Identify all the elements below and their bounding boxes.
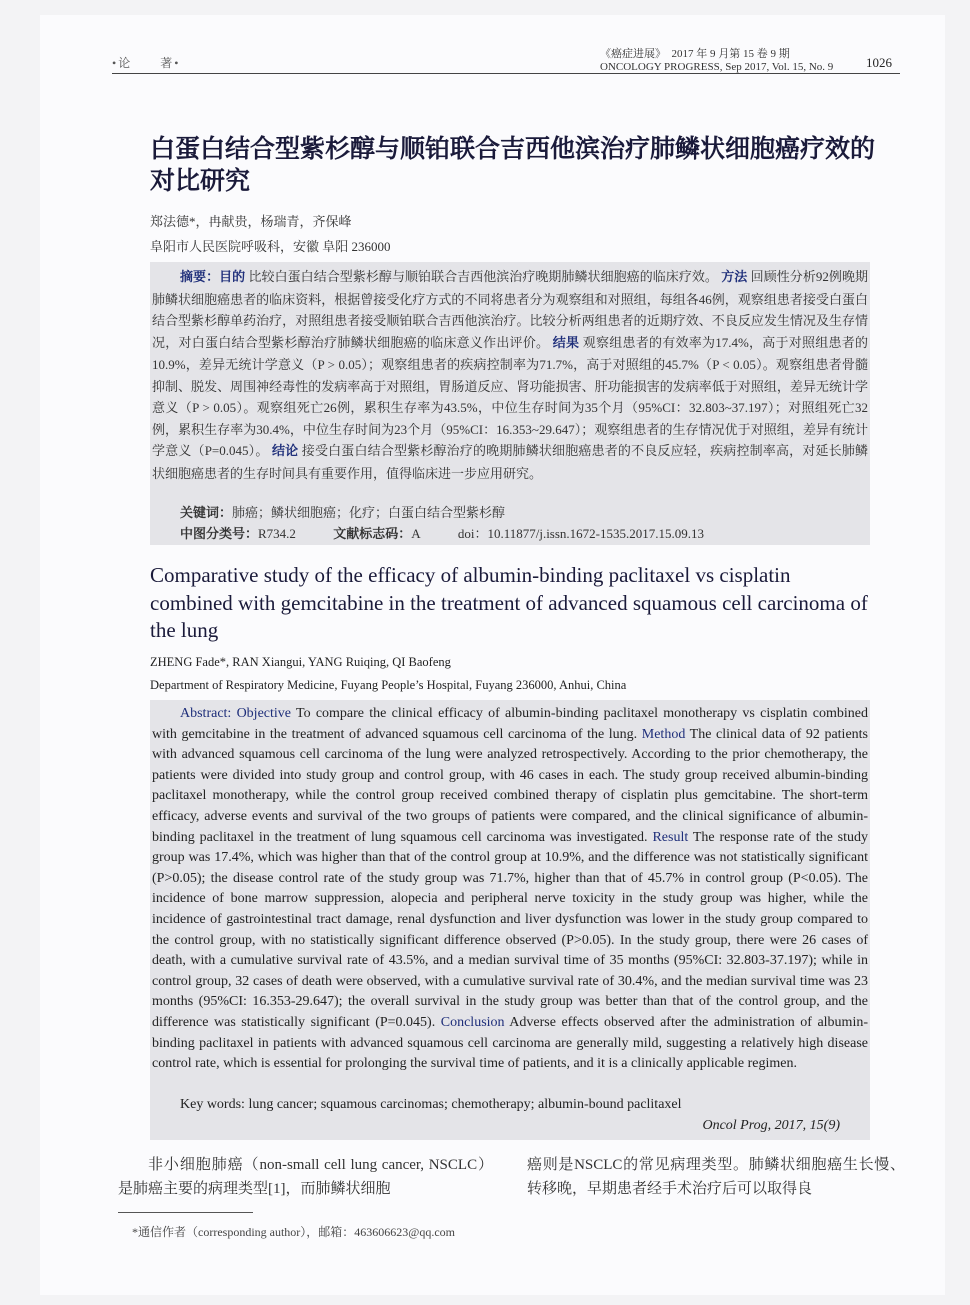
cn-label-method: 方法: [721, 270, 748, 285]
cn-objective: 比较白蛋白结合型紫杉醇与顺铂联合吉西他滨治疗晚期肺鳞状细胞癌的临床疗效。: [248, 269, 718, 284]
journal-en: ONCOLOGY PROGRESS, Sep 2017, Vol. 15, No. 9: [600, 61, 834, 73]
doc-value: A: [411, 526, 421, 541]
body-column-right: 癌则是NSCLC的常见病理类型。肺鳞状细胞癌生长慢、转移晚，早期患者经手术治疗后可以取得良: [527, 1157, 905, 1197]
en-label-conclusion: Conclusion: [440, 1014, 505, 1030]
en-objective: To compare the clinical efficacy of albumin-binding paclitaxel monotherapy vs cisplatin combined with gemcitabine in the treatment of advanced squamous cell carcinoma of the lung.: [152, 706, 868, 742]
section-label: •论 著•: [112, 56, 181, 70]
en-conclusion: Adverse effects observed after the administration of albumin-binding paclitaxel in patients with advanced squamous cell carcinoma are generally mild, suggesting a relatively high disease control rate, which is essential for prolonging the survival time of patients, and it is a clinically applicable regimen.: [152, 1014, 868, 1072]
cn-conclusion: 接受白蛋白结合型紫杉醇治疗的晚期肺鳞状细胞癌患者的不良反应轻，疾病控制率高，对延长肺鳞状细胞癌患者的生存时间具有重要作用，值得临床进一步应用研究。: [152, 443, 869, 481]
body-column-left: 非小细胞肺癌（non-small cell lung cancer, NSCLC）是肺癌主要的病理类型[1]，而肺鳞状细胞: [118, 1157, 493, 1197]
cn-label-result: 结果: [552, 335, 580, 351]
class-value: R734.2: [258, 526, 296, 541]
cn-authors: 郑法德*，冉献贵，杨瑞青，齐保峰: [150, 214, 352, 229]
en-keywords-label: Key words:: [180, 1097, 245, 1112]
cn-abstract: [152, 266, 868, 484]
en-authors: ZHENG Fade*, RAN Xiangui, YANG Ruiqing, QI Baofeng: [150, 655, 451, 669]
page-number: 1026: [866, 55, 892, 70]
en-title: Comparative study of the efficacy of albumin-binding paclitaxel vs cisplatin combined with gemcitabine in the treatment of advanced squamous cell carcinoma of the lung: [150, 563, 868, 642]
en-keywords-text: lung cancer; squamous carcinomas; chemotherapy; albumin-bound paclitaxel: [248, 1097, 682, 1112]
en-affiliation: Department of Respiratory Medicine, Fuyang People’s Hospital, Fuyang 236000, Anhui, China: [150, 678, 627, 692]
citation: Oncol Prog, 2017, 15(9): [702, 1118, 840, 1133]
cn-classification: [180, 523, 738, 542]
en-label-method: Method: [641, 726, 686, 742]
cn-title: 白蛋白结合型紫杉醇与顺铂联合吉西他滨治疗肺鳞状细胞癌疗效的对比研究: [150, 134, 876, 195]
cn-keywords: [180, 502, 505, 521]
class-label: 中图分类号：: [180, 526, 259, 541]
cn-result: 观察组患者的有效率为17.4%，高于对照组患者的10.9%，差异无统计学意义（P > 0.05）；观察组患者的疾病控制率为71.7%，高于对照组的45.7%（P < 0.05）。观察组患者骨髓抑制、脱发、周围神经毒性的发病率高于对照组，胃肠道反应、肾功能损害、肝功能损害的发病率低于对照组，差异无统计学意义（P > 0.05）。观察组死亡26例，累积生存率为43.5%，中位生存时间为35个月（95%CI：32.803~37.197）；对照组死亡32例，累积生存率为30.4%，中位生存时间为23个月（95%CI：16.353~29.647）；观察组患者的生存情况优于对照组，差异有统计学意义（P=0.045）。: [152, 334, 868, 458]
cn-label-objective: 摘要：目的: [180, 270, 246, 285]
en-abstract: [152, 704, 868, 1075]
cn-keywords-text: 肺癌；鳞状细胞癌；化疗；白蛋白结合型紫杉醇: [232, 505, 506, 520]
en-method: The clinical data of 92 patients with advanced squamous cell carcinoma of the lung were analyzed retrospectively. According to the prior chemotherapy, the patients were divided into study group and control group, with 46 cases in each. The study group received albumin-binding paclitaxel monotherapy, while the control group received combined therapy of cisplatin plus gemcitabine. The short-term efficacy, adverse events and survival of the two groups of patients were compared, and the clinical significance of albumin-binding paclitaxel in the treatment of lung squamous cell carcinoma was investigated.: [152, 726, 869, 845]
footnote-rule: [118, 1212, 253, 1213]
en-label-result: Result: [652, 829, 689, 845]
footnote: *通信作者（corresponding author），邮箱：463606623@qq.com: [132, 1225, 456, 1239]
doi: doi：10.11877/j.issn.1672-1535.2017.15.09.13: [457, 526, 705, 541]
en-label-objective: Abstract: Objective: [180, 706, 291, 721]
en-result: The response rate of the study group was 17.4%, which was higher than that of the control group at 10.9%, and the difference was not statistically significant (P>0.05); the disease control rate of the study group was 71.7%, higher than that of 45.7% in control group (P<0.05). The incidence of bone marrow suppression, alopecia and peripheral nerve toxicity in the study group was higher, while the incidence of gastrointestinal tract damage, renal dysfunction and liver dysfunction was lower in the study group compared to the control group, with no statistically significant difference observed (P>0.05). In the study group, there were 26 cases of death, with a cumulative survival rate of 43.5%, and a median survival time of 35 months (95%CI: 32.803-37.197); while in control group, 32 cases of death were observed, with a cumulative survival rate of 30.4%, and the median survival time was 23 months (95%CI: 16.353-29.647); the overall survival in the study group was better than that of the control group, and the difference was statistically significant (P=0.045).: [152, 829, 869, 1030]
cn-affiliation: 阜阳市人民医院呼吸科，安徽 阜阳 236000: [150, 239, 391, 254]
header-rule: [112, 73, 900, 74]
cn-label-conclusion: 结论: [271, 444, 299, 459]
en-keywords: [180, 1097, 682, 1113]
journal-info: [600, 48, 833, 74]
journal-cn: 《癌症进展》 2017 年 9 月第 15 卷 9 期: [600, 48, 790, 60]
cn-keywords-label: 关键词：: [180, 505, 233, 520]
cn-method: 回顾性分析92例晚期肺鳞状细胞癌患者的临床资料，根据曾接受化疗方式的不同将患者分为观察组和对照组，每组各46例，观察组患者接受白蛋白结合型紫杉醇单药治疗，对照组患者接受顺铂联合吉西他滨治疗。比较分析两组患者的近期疗效、不良反应发生情况及生存情况，对白蛋白结合型紫杉醇治疗肺鳞状细胞癌的临床意义作出评价。: [152, 269, 868, 350]
doc-label: 文献标志码：: [333, 526, 412, 541]
